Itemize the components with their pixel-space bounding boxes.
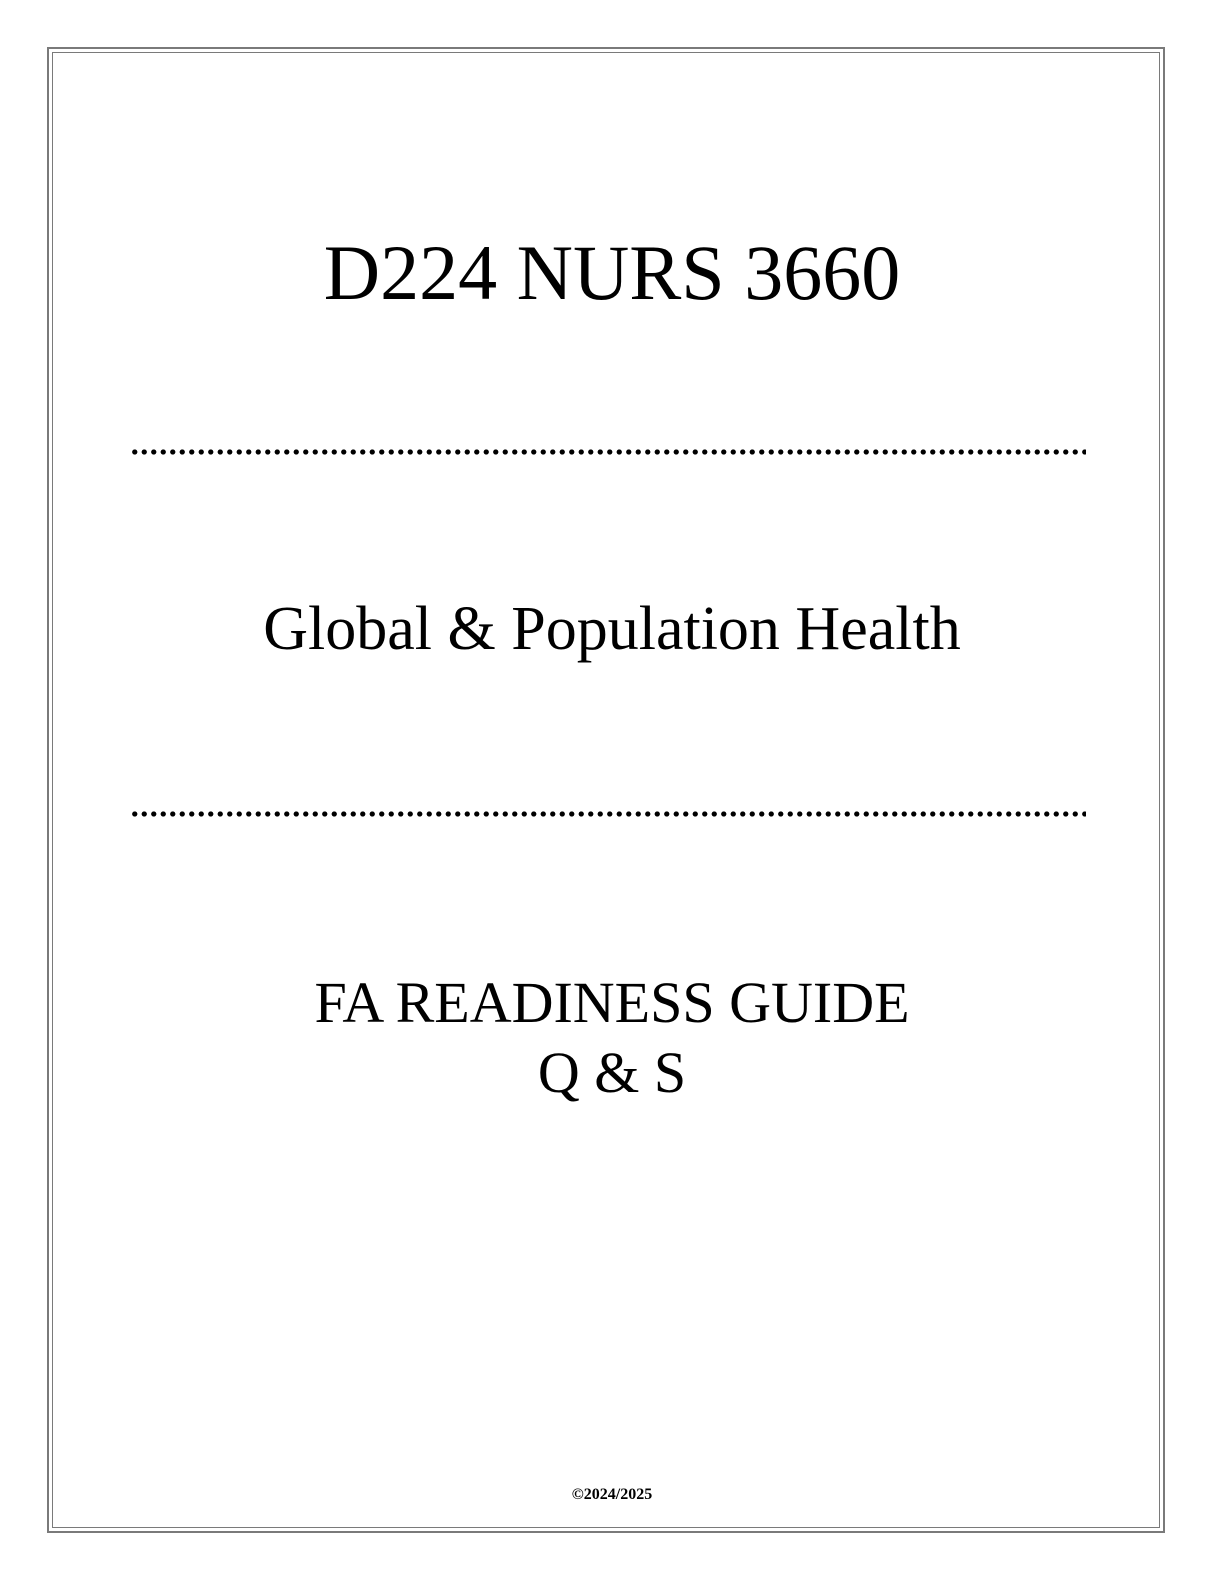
- dotted-divider-top: [130, 448, 1086, 456]
- course-code: D224 NURS 3660: [323, 229, 901, 316]
- course-title: Global & Population Health: [263, 595, 961, 663]
- dotted-divider-bottom: [130, 810, 1086, 818]
- guide-subtitle: Q & S: [537, 1040, 687, 1105]
- guide-title: FA READINESS GUIDE: [314, 970, 910, 1035]
- copyright-notice: ©2024/2025: [571, 1486, 653, 1503]
